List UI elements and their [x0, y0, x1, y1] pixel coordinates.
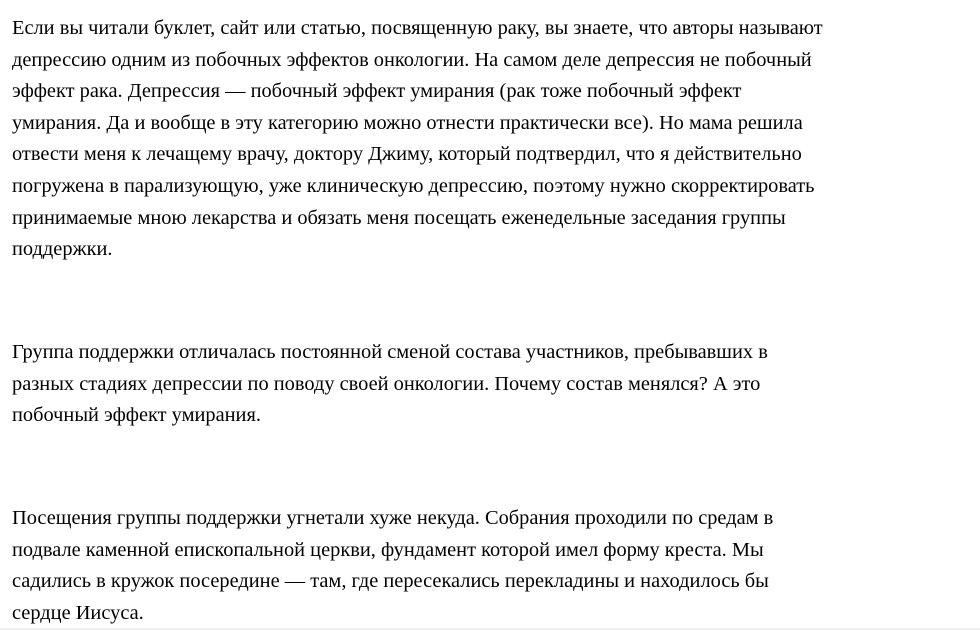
paragraph-2-line-3: побочный эффект умирания.: [12, 404, 261, 427]
paragraph-1-line-3: эффект рака. Депрессия — побочный эффект умирания (рак тоже побочный эффект: [12, 80, 742, 103]
paragraph-1-line-1: Если вы читали буклет, сайт или статью, посвященную раку, вы знаете, что авторы называют: [12, 17, 823, 39]
paragraph-1-line-5: отвести меня к лечащему врачу, доктору Джиму, который подтвердил, что я действительно: [12, 143, 802, 166]
paragraph-2-line-1: Группа поддержки отличалась постоянной сменой состава участников, пребывавших в: [12, 341, 768, 363]
paragraph-2: [12, 337, 978, 432]
paragraph-1-line-8: поддержки.: [12, 238, 113, 261]
paragraph-3: [12, 503, 978, 629]
paragraph-3-line-1: Посещения группы поддержки угнетали хуже некуда. Собрания проходили по средам в: [12, 507, 774, 529]
paragraph-3-line-2: подвале каменной епископальной церкви, фундамент которой имел форму креста. Мы: [12, 538, 764, 561]
paragraph-3-line-4: сердце Иисуса.: [12, 601, 144, 624]
paragraph-1-line-7: принимаемые мною лекарства и обязать меня посещать еженедельные заседания группы: [12, 206, 786, 229]
paragraph-3-line-3: садились в кружок посередине — там, где пересекались перекладины и находилось бы: [12, 570, 769, 593]
paragraph-1: [12, 13, 978, 266]
paragraph-2-line-2: разных стадиях депрессии по поводу своей онкологии. Почему состав менялся? А это: [12, 372, 761, 395]
paragraph-1-line-2: депрессию одним из побочных эффектов онкологии. На самом деле депрессия не побочный: [12, 48, 812, 71]
paragraph-1-line-4: умирания. Да и вообще в эту категорию можно отнести практически все). Но мама решила: [12, 111, 803, 134]
paragraph-1-line-6: погружена в парализующую, уже клиническую депрессию, поэтому нужно скорректировать: [12, 174, 815, 197]
